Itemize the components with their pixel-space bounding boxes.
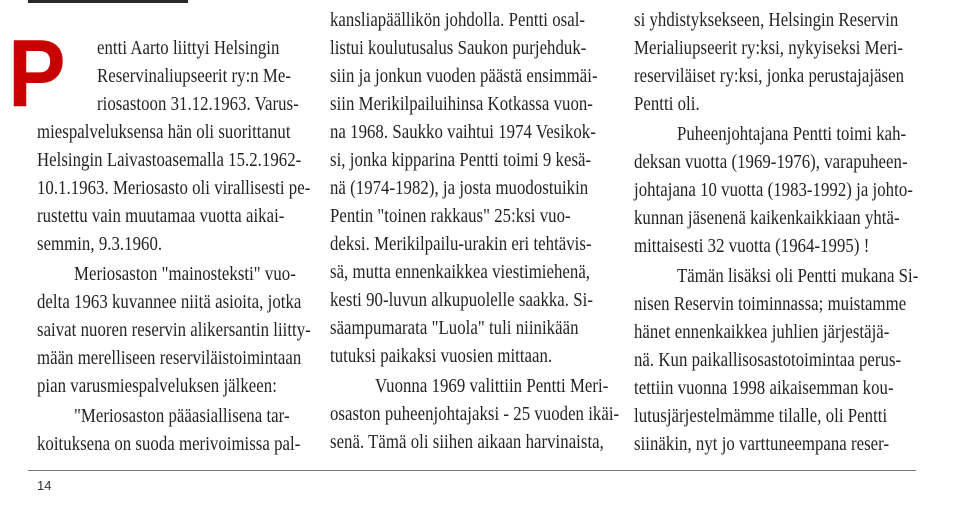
text-line: nä (1974-1982), ja josta muodostuikin [330,178,589,199]
text-line: Puheenjohtajana Pentti toimi kah- [677,124,907,145]
text-line: pian varusmiespalveluksen jälkeen: [37,376,277,397]
text-line: kansliapäällikön johdolla. Pentti osal- [330,10,586,31]
text-line: Tämän lisäksi oli Pentti mukana Si- [677,266,919,287]
text-line: deksi. Merikilpailu-urakin eri tehtävis- [330,234,592,255]
text-line: Vuonna 1969 valittiin Pentti Meri- [375,376,609,397]
text-line: siin ja jonkun vuoden päästä ensimmäi- [330,66,598,87]
text-line: tutuksi paikaksi vuosien mittaan. [330,346,553,367]
text-line: Meriosaston "mainosteksti" vuo- [74,264,296,285]
text-line: nä. Kun paikallisosastotoimintaa perus- [634,350,902,371]
text-line: lutusjärjestelmämme tilalle, oli Pentti [634,406,888,427]
text-line: entti Aarto liittyi Helsingin [97,38,280,59]
footer-rule [28,470,916,471]
text-line: listui koulutusalus Saukon purjehduk- [330,38,587,59]
text-line: deksan vuotta (1969-1976), varapuheen- [634,152,908,173]
text-line: riosastoon 31.12.1963. Varus- [97,94,299,115]
drop-cap: P [8,20,66,127]
text-column-2 [330,0,622,470]
text-line: sä, mutta ennenkaikkea viestimiehenä, [330,262,591,283]
text-line: semmin, 9.3.1960. [37,234,163,255]
text-line: 10.1.1963. Meriosasto oli virallisesti pe- [37,178,311,199]
page-number: 14 [37,478,52,493]
text-line: Helsingin Laivastoasemalla 15.2.1962- [37,150,302,171]
text-line: senä. Tämä oli siihen aikaan harvinaista, [330,432,604,453]
text-line: osaston puheenjohtajaksi - 25 vuoden ikäi- [330,404,620,425]
text-column-1 [37,0,320,470]
text-line: si, jonka kipparina Pentti toimi 9 kesä- [330,150,592,171]
text-line: Reservinaliupseerit ry:n Me- [97,66,292,87]
text-column-3 [634,0,919,470]
text-line: rustettu vain muutamaa vuotta aikai- [37,206,285,227]
text-line: na 1968. Saukko vaihtui 1974 Vesikok- [330,122,596,143]
text-line: hänet ennenkaikkea juhlien järjestäjä- [634,322,890,343]
text-line: Merialiupseerit ry:ksi, nykyiseksi Meri- [634,38,904,59]
text-line: si yhdistyksekseen, Helsingin Reservin [634,10,899,31]
text-line: reserviläiset ry:ksi, jonka perustajajäsen [634,66,905,87]
text-line: saivat nuoren reservin alikersantin liitty- [37,320,311,341]
text-line: Pentin "toinen rakkaus" 25:ksi vuo- [330,206,571,227]
text-line: nisen Reservin toiminnassa; muistamme [634,294,907,315]
text-line: "Meriosaston pääasiallisena tar- [74,406,290,427]
text-line: koituksena on suoda merivoimissa pal- [37,434,301,455]
text-line: siin Merikilpailuihinsa Kotkassa vuon- [330,94,593,115]
text-line: mään merelliseen reserviläistoimintaan [37,348,302,369]
text-line: kunnan jäsenenä kaikenkaikkiaan yhtä- [634,208,900,229]
text-line: delta 1963 kuvannee niitä asioita, jotka [37,292,302,313]
text-line: miespalveluksensa hän oli suorittanut [37,122,291,143]
text-line: mittaisesti 32 vuotta (1964-1995) ! [634,236,870,257]
text-line: johtajana 10 vuotta (1983-1992) ja johto- [634,180,913,201]
text-line: tettiin vuonna 1998 aikaisemman kou- [634,378,894,399]
text-line: siinäkin, nyt jo varttuneempana reser- [634,434,890,455]
text-line: kesti 90-luvun alkupuolelle saakka. Si- [330,290,593,311]
text-line: säampumarata "Luola" tuli niinikään [330,318,579,339]
text-line: Pentti oli. [634,94,700,115]
